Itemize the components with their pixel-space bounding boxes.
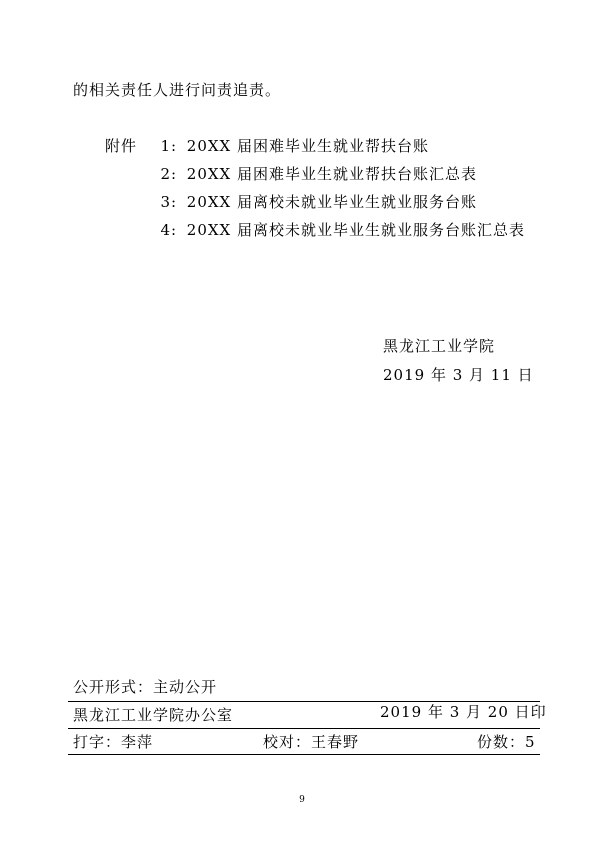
attachment-title: 20XX 届离校未就业毕业生就业服务台账汇总表 bbox=[186, 221, 525, 239]
attachment-item: 4: 20XX 届离校未就业毕业生就业服务台账汇总表 bbox=[105, 221, 525, 239]
attachment-number: 4 bbox=[160, 221, 171, 239]
attachment-number: 2 bbox=[160, 165, 171, 183]
attachment-title: 20XX 届困难毕业生就业帮扶台账 bbox=[186, 137, 429, 155]
page-number: 9 bbox=[299, 795, 305, 805]
attachment-item: 3: 20XX 届离校未就业毕业生就业服务台账 bbox=[105, 193, 477, 211]
signature-organization: 黑龙江工业学院 bbox=[383, 337, 496, 355]
closing-paragraph: 的相关责任人进行问责追责。 bbox=[73, 81, 282, 99]
typist: 打字：李萍 bbox=[73, 733, 154, 751]
issuing-office: 黑龙江工业学院办公室 bbox=[73, 706, 234, 724]
disclosure-type: 公开形式：主动公开 bbox=[73, 678, 218, 696]
attachment-prefix: 附件 bbox=[105, 137, 138, 155]
attachment-title: 20XX 届离校未就业毕业生就业服务台账 bbox=[186, 193, 477, 211]
copies-count: 份数：5 bbox=[477, 733, 536, 751]
attachment-item: 附件 1: 20XX 届困难毕业生就业帮扶台账 bbox=[105, 137, 429, 155]
attachment-title: 20XX 届困难毕业生就业帮扶台账汇总表 bbox=[186, 165, 477, 183]
footer-rule-middle bbox=[68, 728, 540, 729]
attachment-number: 3 bbox=[160, 193, 171, 211]
signature-date: 2019 年 3 月 11 日 bbox=[383, 366, 534, 384]
footer-rule-top bbox=[68, 701, 540, 702]
footer-rule-bottom bbox=[68, 754, 540, 755]
attachment-item: 2: 20XX 届困难毕业生就业帮扶台账汇总表 bbox=[105, 165, 477, 183]
attachment-number: 1 bbox=[160, 137, 171, 155]
print-date: 2019 年 3 月 20 日印 bbox=[380, 703, 547, 721]
proofreader: 校对：王春野 bbox=[263, 733, 360, 751]
